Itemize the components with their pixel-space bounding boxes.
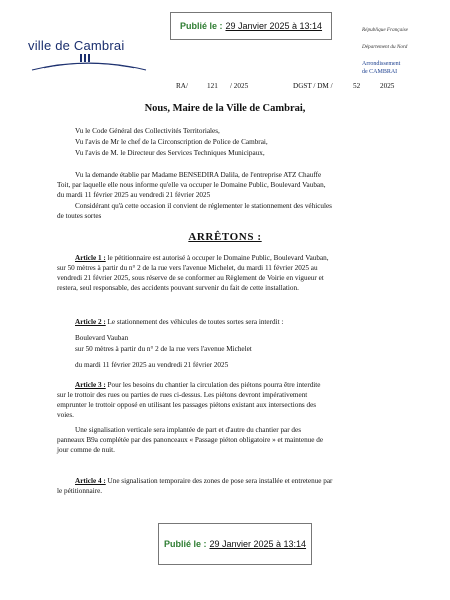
arrondissement-label-1: Arrondissement	[362, 61, 401, 67]
demande-line-3: du mardi 11 février 2025 au vendredi 21 février 2025	[57, 191, 211, 199]
ra-label: RA/	[176, 82, 188, 90]
article-2-label: Article 2 :	[75, 318, 106, 326]
article-1-line-3: vendredi 21 février 2025, sous réserve de se conformer au Règlement de Voirie en vigueur et	[57, 274, 324, 282]
vu-2: Vu l'avis de Mr le chef de la Circonscription de Police de Cambrai,	[75, 138, 268, 146]
article-1-text-1: le pétitionnaire est autorisé à occuper le Domaine Public, Boulevard Vauban,	[105, 254, 329, 262]
article-3-line-6: panneaux B9a complétée par des panonceaux « Passage piéton obligatoire » et maintenue de	[57, 436, 324, 444]
article-2-line-2: Boulevard Vauban	[75, 334, 129, 342]
article-2-line-4: du mardi 11 février 2025 au vendredi 21 février 2025	[75, 361, 229, 369]
publication-stamp-top	[170, 12, 332, 40]
published-label: Publié le :	[179, 21, 223, 31]
demande-line-1: Vu la demande établie par Madame BENSEDIRA Dalila, de l'entreprise ATZ Chauffe	[75, 171, 322, 179]
article-3-line-2: sur le trottoir des rues ou parties de rues ci-dessus. Les piétons devront impérativement	[57, 391, 308, 399]
article-3-line-5: Une signalisation verticale sera implantée de part et d'autre du chantier par des	[75, 426, 302, 434]
city-logo-text: ville de Cambrai	[28, 38, 125, 53]
article-3-line-4: voies.	[57, 411, 74, 419]
republic-label: République Française	[362, 27, 408, 33]
dgst-label: DGST / DM /	[293, 82, 333, 90]
article-1-line-1	[75, 254, 329, 263]
article-1-line-4: restera, seul responsable, des accidents pouvant survenir du fait de cette installation.	[57, 284, 299, 292]
reference-line	[0, 82, 450, 94]
article-2-line-3: sur 50 mètres à partir du n° 2 de la rue vers l'avenue Michelet	[75, 345, 252, 353]
published-date: 29 Janvier 2025 à 13:14	[209, 539, 307, 549]
ra-year: / 2025	[230, 82, 249, 90]
article-2-line-1	[75, 318, 283, 327]
publication-stamp-bottom	[158, 523, 312, 565]
article-3-line-1	[75, 381, 321, 390]
article-4-text-1: Une signalisation temporaire des zones de pose sera installée et entretenue par	[105, 477, 333, 485]
dgst-year: 2025	[380, 82, 395, 90]
dgst-number: 52	[353, 82, 361, 90]
page-title: Nous, Maire de la Ville de Cambrai,	[144, 103, 306, 114]
article-2-text-1: Le stationnement des véhicules de toutes sortes sera interdit :	[105, 318, 284, 326]
ra-number: 121	[207, 82, 218, 90]
arrondissement-label-2: de CAMBRAI	[362, 69, 398, 75]
city-logo	[28, 38, 158, 74]
article-1-label: Article 1 :	[75, 254, 106, 262]
article-4-label: Article 4 :	[75, 477, 106, 485]
published-label: Publié le :	[163, 539, 207, 549]
department-label: Département du Nord	[362, 44, 408, 50]
article-1-line-2: sur 50 mètres à partir du n° 2 de la rue vers l'avenue Michelet, du mardi 11 février 2025 au	[57, 264, 318, 272]
considerant-line-1: Considérant qu'à cette occasion il convient de réglementer le stationnement des véhicules	[75, 202, 332, 210]
logo-emblem-icon	[28, 54, 158, 74]
demande-line-2: Toit, par laquelle elle nous informe qu'elle va occuper le Domaine Public, Boulevard Vauban,	[57, 181, 326, 189]
vu-1: Vu le Code Général des Collectivités Territoriales,	[75, 127, 220, 135]
published-date: 29 Janvier 2025 à 13:14	[225, 21, 323, 31]
article-3-line-3: emprunter le trottoir opposé en utilisant les passages piétons existant aux intersections des	[57, 401, 317, 409]
vu-3: Vu l'avis de M. le Directeur des Services Techniques Municipaux,	[75, 149, 265, 157]
article-3-line-7: jour comme de nuit.	[57, 446, 115, 454]
arretons-heading: ARRÊTONS :	[188, 231, 262, 243]
article-4-line-1	[75, 477, 332, 486]
considerant-line-2: de toutes sortes	[57, 212, 102, 220]
article-3-text-1: Pour les besoins du chantier la circulation des piétons pourra être interdite	[105, 381, 321, 389]
article-4-line-2: le pétitionnaire.	[57, 487, 103, 495]
article-3-label: Article 3 :	[75, 381, 106, 389]
